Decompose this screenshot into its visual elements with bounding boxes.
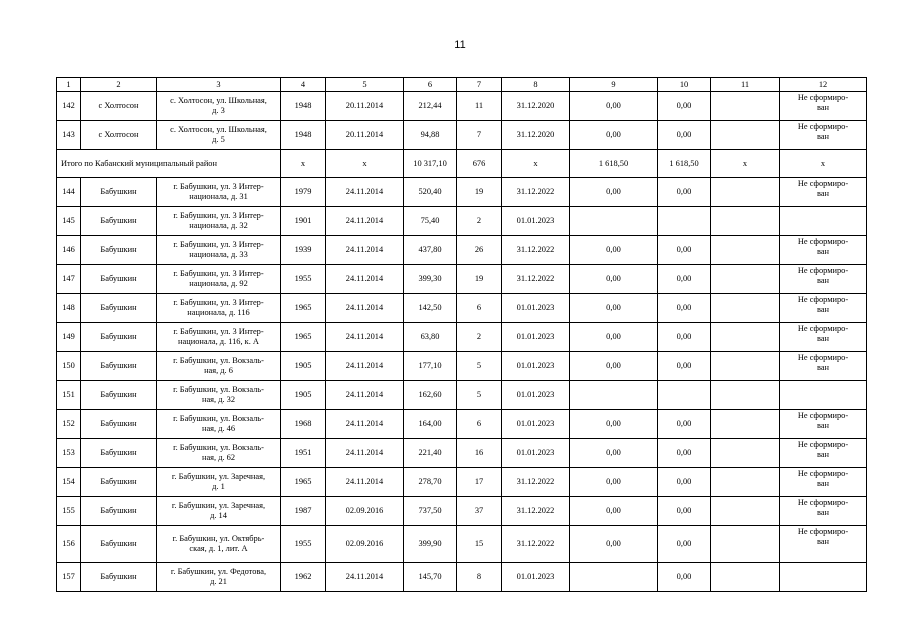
row-number-cell: 147 xyxy=(57,265,81,294)
year-built-cell: 1955 xyxy=(281,265,326,294)
extra-cell xyxy=(711,468,780,497)
amount-cell: 0,00 xyxy=(570,497,658,526)
address-cell: г. Бабушкин, ул. Вокзаль- ная, д. 32 xyxy=(157,381,281,410)
row-number-cell: 152 xyxy=(57,410,81,439)
status-cell: Не сформиро- ван xyxy=(780,526,867,563)
residents-cell: 7 xyxy=(457,121,502,150)
residents-cell: 6 xyxy=(457,410,502,439)
deadline-cell: 01.01.2023 xyxy=(502,207,570,236)
amount-cell xyxy=(570,207,658,236)
settlement-cell: Бабушкин xyxy=(81,439,157,468)
year-built-cell: 1951 xyxy=(281,439,326,468)
date-cell: 24.11.2014 xyxy=(326,323,404,352)
amount-cell: 0,00 xyxy=(658,526,711,563)
column-number: 2 xyxy=(81,78,157,92)
address-cell: с. Холтосон, ул. Школьная, д. 3 xyxy=(157,92,281,121)
amount-cell: 0,00 xyxy=(570,92,658,121)
status-cell xyxy=(780,563,867,592)
deadline-cell: 31.12.2020 xyxy=(502,121,570,150)
column-number: 6 xyxy=(404,78,457,92)
amount-cell: 0,00 xyxy=(570,439,658,468)
deadline-cell: 31.12.2022 xyxy=(502,468,570,497)
address-cell: г. Бабушкин, ул. Заречная, д. 1 xyxy=(157,468,281,497)
column-number: 5 xyxy=(326,78,404,92)
table-row xyxy=(57,265,867,294)
amount-cell xyxy=(570,563,658,592)
address-cell: с. Холтосон, ул. Школьная, д. 5 xyxy=(157,121,281,150)
residents-cell: 2 xyxy=(457,323,502,352)
address-cell: г. Бабушкин, ул. Октябрь- ская, д. 1, лит. А xyxy=(157,526,281,563)
date-cell: 02.09.2016 xyxy=(326,497,404,526)
table-row xyxy=(57,121,867,150)
deadline-cell: 01.01.2023 xyxy=(502,381,570,410)
date-cell: 24.11.2014 xyxy=(326,468,404,497)
total-cell: x xyxy=(326,150,404,178)
status-cell: Не сформиро- ван xyxy=(780,265,867,294)
address-cell: г. Бабушкин, ул. Заречная, д. 14 xyxy=(157,497,281,526)
year-built-cell: 1905 xyxy=(281,381,326,410)
table-row xyxy=(57,92,867,121)
area-cell: 94,88 xyxy=(404,121,457,150)
table-row xyxy=(57,323,867,352)
table-body xyxy=(57,78,867,592)
row-number-cell: 151 xyxy=(57,381,81,410)
amount-cell: 0,00 xyxy=(658,178,711,207)
extra-cell xyxy=(711,207,780,236)
date-cell: 24.11.2014 xyxy=(326,439,404,468)
column-number: 11 xyxy=(711,78,780,92)
area-cell: 278,70 xyxy=(404,468,457,497)
area-cell: 212,44 xyxy=(404,92,457,121)
extra-cell xyxy=(711,497,780,526)
status-cell: Не сформиро- ван xyxy=(780,178,867,207)
amount-cell: 0,00 xyxy=(658,265,711,294)
date-cell: 24.11.2014 xyxy=(326,265,404,294)
total-label: Итого по Кабанский муниципальный район xyxy=(57,150,281,178)
extra-cell xyxy=(711,439,780,468)
amount-cell: 0,00 xyxy=(570,410,658,439)
extra-cell xyxy=(711,121,780,150)
address-cell: г. Бабушкин, ул. 3 Интер- национала, д. 116, к. А xyxy=(157,323,281,352)
status-cell: Не сформиро- ван xyxy=(780,468,867,497)
residents-cell: 5 xyxy=(457,381,502,410)
address-cell: г. Бабушкин, ул. Федотова, д. 21 xyxy=(157,563,281,592)
row-number-cell: 155 xyxy=(57,497,81,526)
year-built-cell: 1901 xyxy=(281,207,326,236)
year-built-cell: 1962 xyxy=(281,563,326,592)
date-cell: 24.11.2014 xyxy=(326,294,404,323)
extra-cell xyxy=(711,323,780,352)
status-cell: Не сформиро- ван xyxy=(780,439,867,468)
area-cell: 399,90 xyxy=(404,526,457,563)
row-number-cell: 143 xyxy=(57,121,81,150)
amount-cell: 0,00 xyxy=(570,236,658,265)
settlement-cell: с Холтосон xyxy=(81,92,157,121)
settlement-cell: Бабушкин xyxy=(81,352,157,381)
column-number: 4 xyxy=(281,78,326,92)
settlement-cell: Бабушкин xyxy=(81,265,157,294)
row-number-cell: 144 xyxy=(57,178,81,207)
address-cell: г. Бабушкин, ул. Вокзаль- ная, д. 6 xyxy=(157,352,281,381)
table-row xyxy=(57,563,867,592)
date-cell: 24.11.2014 xyxy=(326,178,404,207)
total-cell: 1 618,50 xyxy=(570,150,658,178)
page-number: 11 xyxy=(454,39,466,51)
total-cell: 1 618,50 xyxy=(658,150,711,178)
amount-cell: 0,00 xyxy=(658,294,711,323)
table-row xyxy=(57,178,867,207)
settlement-cell: с Холтосон xyxy=(81,121,157,150)
extra-cell xyxy=(711,563,780,592)
address-cell: г. Бабушкин, ул. 3 Интер- национала, д. 32 xyxy=(157,207,281,236)
extra-cell xyxy=(711,294,780,323)
total-cell: x xyxy=(780,150,867,178)
amount-cell: 0,00 xyxy=(658,92,711,121)
amount-cell: 0,00 xyxy=(570,121,658,150)
row-number-cell: 149 xyxy=(57,323,81,352)
deadline-cell: 01.01.2023 xyxy=(502,323,570,352)
column-number: 12 xyxy=(780,78,867,92)
settlement-cell: Бабушкин xyxy=(81,497,157,526)
housing-register-table xyxy=(56,77,867,592)
settlement-cell: Бабушкин xyxy=(81,323,157,352)
date-cell: 24.11.2014 xyxy=(326,563,404,592)
year-built-cell: 1905 xyxy=(281,352,326,381)
status-cell: Не сформиро- ван xyxy=(780,92,867,121)
extra-cell xyxy=(711,265,780,294)
year-built-cell: 1987 xyxy=(281,497,326,526)
settlement-cell: Бабушкин xyxy=(81,526,157,563)
area-cell: 75,40 xyxy=(404,207,457,236)
settlement-cell: Бабушкин xyxy=(81,468,157,497)
deadline-cell: 01.01.2023 xyxy=(502,410,570,439)
table-row xyxy=(57,352,867,381)
year-built-cell: 1979 xyxy=(281,178,326,207)
row-number-cell: 150 xyxy=(57,352,81,381)
amount-cell: 0,00 xyxy=(658,352,711,381)
column-number: 10 xyxy=(658,78,711,92)
deadline-cell: 01.01.2023 xyxy=(502,294,570,323)
residents-cell: 19 xyxy=(457,178,502,207)
area-cell: 737,50 xyxy=(404,497,457,526)
column-number: 7 xyxy=(457,78,502,92)
residents-cell: 37 xyxy=(457,497,502,526)
date-cell: 24.11.2014 xyxy=(326,207,404,236)
table-row xyxy=(57,381,867,410)
address-cell: г. Бабушкин, ул. 3 Интер- национала, д. 92 xyxy=(157,265,281,294)
amount-cell xyxy=(658,207,711,236)
table-row xyxy=(57,410,867,439)
date-cell: 24.11.2014 xyxy=(326,236,404,265)
column-number: 3 xyxy=(157,78,281,92)
deadline-cell: 01.01.2023 xyxy=(502,352,570,381)
settlement-cell: Бабушкин xyxy=(81,207,157,236)
settlement-cell: Бабушкин xyxy=(81,236,157,265)
deadline-cell: 01.01.2023 xyxy=(502,439,570,468)
deadline-cell: 31.12.2022 xyxy=(502,178,570,207)
total-cell: 676 xyxy=(457,150,502,178)
column-number: 8 xyxy=(502,78,570,92)
residents-cell: 6 xyxy=(457,294,502,323)
row-number-cell: 148 xyxy=(57,294,81,323)
amount-cell: 0,00 xyxy=(570,468,658,497)
row-number-cell: 142 xyxy=(57,92,81,121)
row-number-cell: 156 xyxy=(57,526,81,563)
row-number-cell: 157 xyxy=(57,563,81,592)
settlement-cell: Бабушкин xyxy=(81,294,157,323)
area-cell: 520,40 xyxy=(404,178,457,207)
extra-cell xyxy=(711,178,780,207)
row-number-cell: 154 xyxy=(57,468,81,497)
amount-cell: 0,00 xyxy=(658,497,711,526)
area-cell: 142,50 xyxy=(404,294,457,323)
table-row xyxy=(57,294,867,323)
year-built-cell: 1968 xyxy=(281,410,326,439)
amount-cell: 0,00 xyxy=(570,526,658,563)
amount-cell: 0,00 xyxy=(570,294,658,323)
residents-cell: 26 xyxy=(457,236,502,265)
settlement-cell: Бабушкин xyxy=(81,563,157,592)
area-cell: 399,30 xyxy=(404,265,457,294)
deadline-cell: 31.12.2020 xyxy=(502,92,570,121)
table-row xyxy=(57,497,867,526)
year-built-cell: 1939 xyxy=(281,236,326,265)
status-cell: Не сформиро- ван xyxy=(780,236,867,265)
total-cell: x xyxy=(281,150,326,178)
year-built-cell: 1955 xyxy=(281,526,326,563)
year-built-cell: 1948 xyxy=(281,121,326,150)
extra-cell xyxy=(711,352,780,381)
settlement-cell: Бабушкин xyxy=(81,178,157,207)
table-row xyxy=(57,526,867,563)
date-cell: 02.09.2016 xyxy=(326,526,404,563)
address-cell: г. Бабушкин, ул. 3 Интер- национала, д. 116 xyxy=(157,294,281,323)
row-number-cell: 153 xyxy=(57,439,81,468)
total-cell: x xyxy=(502,150,570,178)
amount-cell: 0,00 xyxy=(658,410,711,439)
amount-cell: 0,00 xyxy=(658,236,711,265)
year-built-cell: 1965 xyxy=(281,294,326,323)
address-cell: г. Бабушкин, ул. 3 Интер- национала, д. 31 xyxy=(157,178,281,207)
year-built-cell: 1948 xyxy=(281,92,326,121)
area-cell: 164,00 xyxy=(404,410,457,439)
address-cell: г. Бабушкин, ул. Вокзаль- ная, д. 46 xyxy=(157,410,281,439)
total-cell: x xyxy=(711,150,780,178)
settlement-cell: Бабушкин xyxy=(81,381,157,410)
amount-cell: 0,00 xyxy=(658,121,711,150)
status-cell: Не сформиро- ван xyxy=(780,410,867,439)
year-built-cell: 1965 xyxy=(281,323,326,352)
status-cell xyxy=(780,381,867,410)
column-number-row xyxy=(57,78,867,92)
column-number: 9 xyxy=(570,78,658,92)
area-cell: 221,40 xyxy=(404,439,457,468)
status-cell: Не сформиро- ван xyxy=(780,352,867,381)
residents-cell: 5 xyxy=(457,352,502,381)
amount-cell: 0,00 xyxy=(570,352,658,381)
status-cell: Не сформиро- ван xyxy=(780,497,867,526)
amount-cell: 0,00 xyxy=(658,323,711,352)
amount-cell: 0,00 xyxy=(570,178,658,207)
area-cell: 177,10 xyxy=(404,352,457,381)
extra-cell xyxy=(711,236,780,265)
amount-cell xyxy=(570,381,658,410)
address-cell: г. Бабушкин, ул. 3 Интер- национала, д. 33 xyxy=(157,236,281,265)
year-built-cell: 1965 xyxy=(281,468,326,497)
amount-cell: 0,00 xyxy=(658,439,711,468)
total-row xyxy=(57,150,867,178)
deadline-cell: 01.01.2023 xyxy=(502,563,570,592)
address-cell: г. Бабушкин, ул. Вокзаль- ная, д. 62 xyxy=(157,439,281,468)
area-cell: 437,80 xyxy=(404,236,457,265)
total-cell: 10 317,10 xyxy=(404,150,457,178)
amount-cell: 0,00 xyxy=(658,563,711,592)
date-cell: 24.11.2014 xyxy=(326,352,404,381)
table-row xyxy=(57,236,867,265)
area-cell: 63,80 xyxy=(404,323,457,352)
amount-cell: 0,00 xyxy=(570,265,658,294)
extra-cell xyxy=(711,92,780,121)
status-cell: Не сформиро- ван xyxy=(780,323,867,352)
status-cell: Не сформиро- ван xyxy=(780,121,867,150)
extra-cell xyxy=(711,526,780,563)
amount-cell: 0,00 xyxy=(658,468,711,497)
amount-cell: 0,00 xyxy=(570,323,658,352)
area-cell: 145,70 xyxy=(404,563,457,592)
area-cell: 162,60 xyxy=(404,381,457,410)
extra-cell xyxy=(711,410,780,439)
date-cell: 20.11.2014 xyxy=(326,121,404,150)
table-row xyxy=(57,207,867,236)
residents-cell: 11 xyxy=(457,92,502,121)
extra-cell xyxy=(711,381,780,410)
settlement-cell: Бабушкин xyxy=(81,410,157,439)
row-number-cell: 145 xyxy=(57,207,81,236)
deadline-cell: 31.12.2022 xyxy=(502,265,570,294)
table-row xyxy=(57,468,867,497)
residents-cell: 16 xyxy=(457,439,502,468)
date-cell: 24.11.2014 xyxy=(326,410,404,439)
row-number-cell: 146 xyxy=(57,236,81,265)
table-row xyxy=(57,439,867,468)
deadline-cell: 31.12.2022 xyxy=(502,526,570,563)
date-cell: 24.11.2014 xyxy=(326,381,404,410)
residents-cell: 19 xyxy=(457,265,502,294)
deadline-cell: 31.12.2022 xyxy=(502,236,570,265)
status-cell: Не сформиро- ван xyxy=(780,294,867,323)
residents-cell: 17 xyxy=(457,468,502,497)
residents-cell: 2 xyxy=(457,207,502,236)
residents-cell: 8 xyxy=(457,563,502,592)
column-number: 1 xyxy=(57,78,81,92)
date-cell: 20.11.2014 xyxy=(326,92,404,121)
status-cell xyxy=(780,207,867,236)
deadline-cell: 31.12.2022 xyxy=(502,497,570,526)
residents-cell: 15 xyxy=(457,526,502,563)
amount-cell xyxy=(658,381,711,410)
